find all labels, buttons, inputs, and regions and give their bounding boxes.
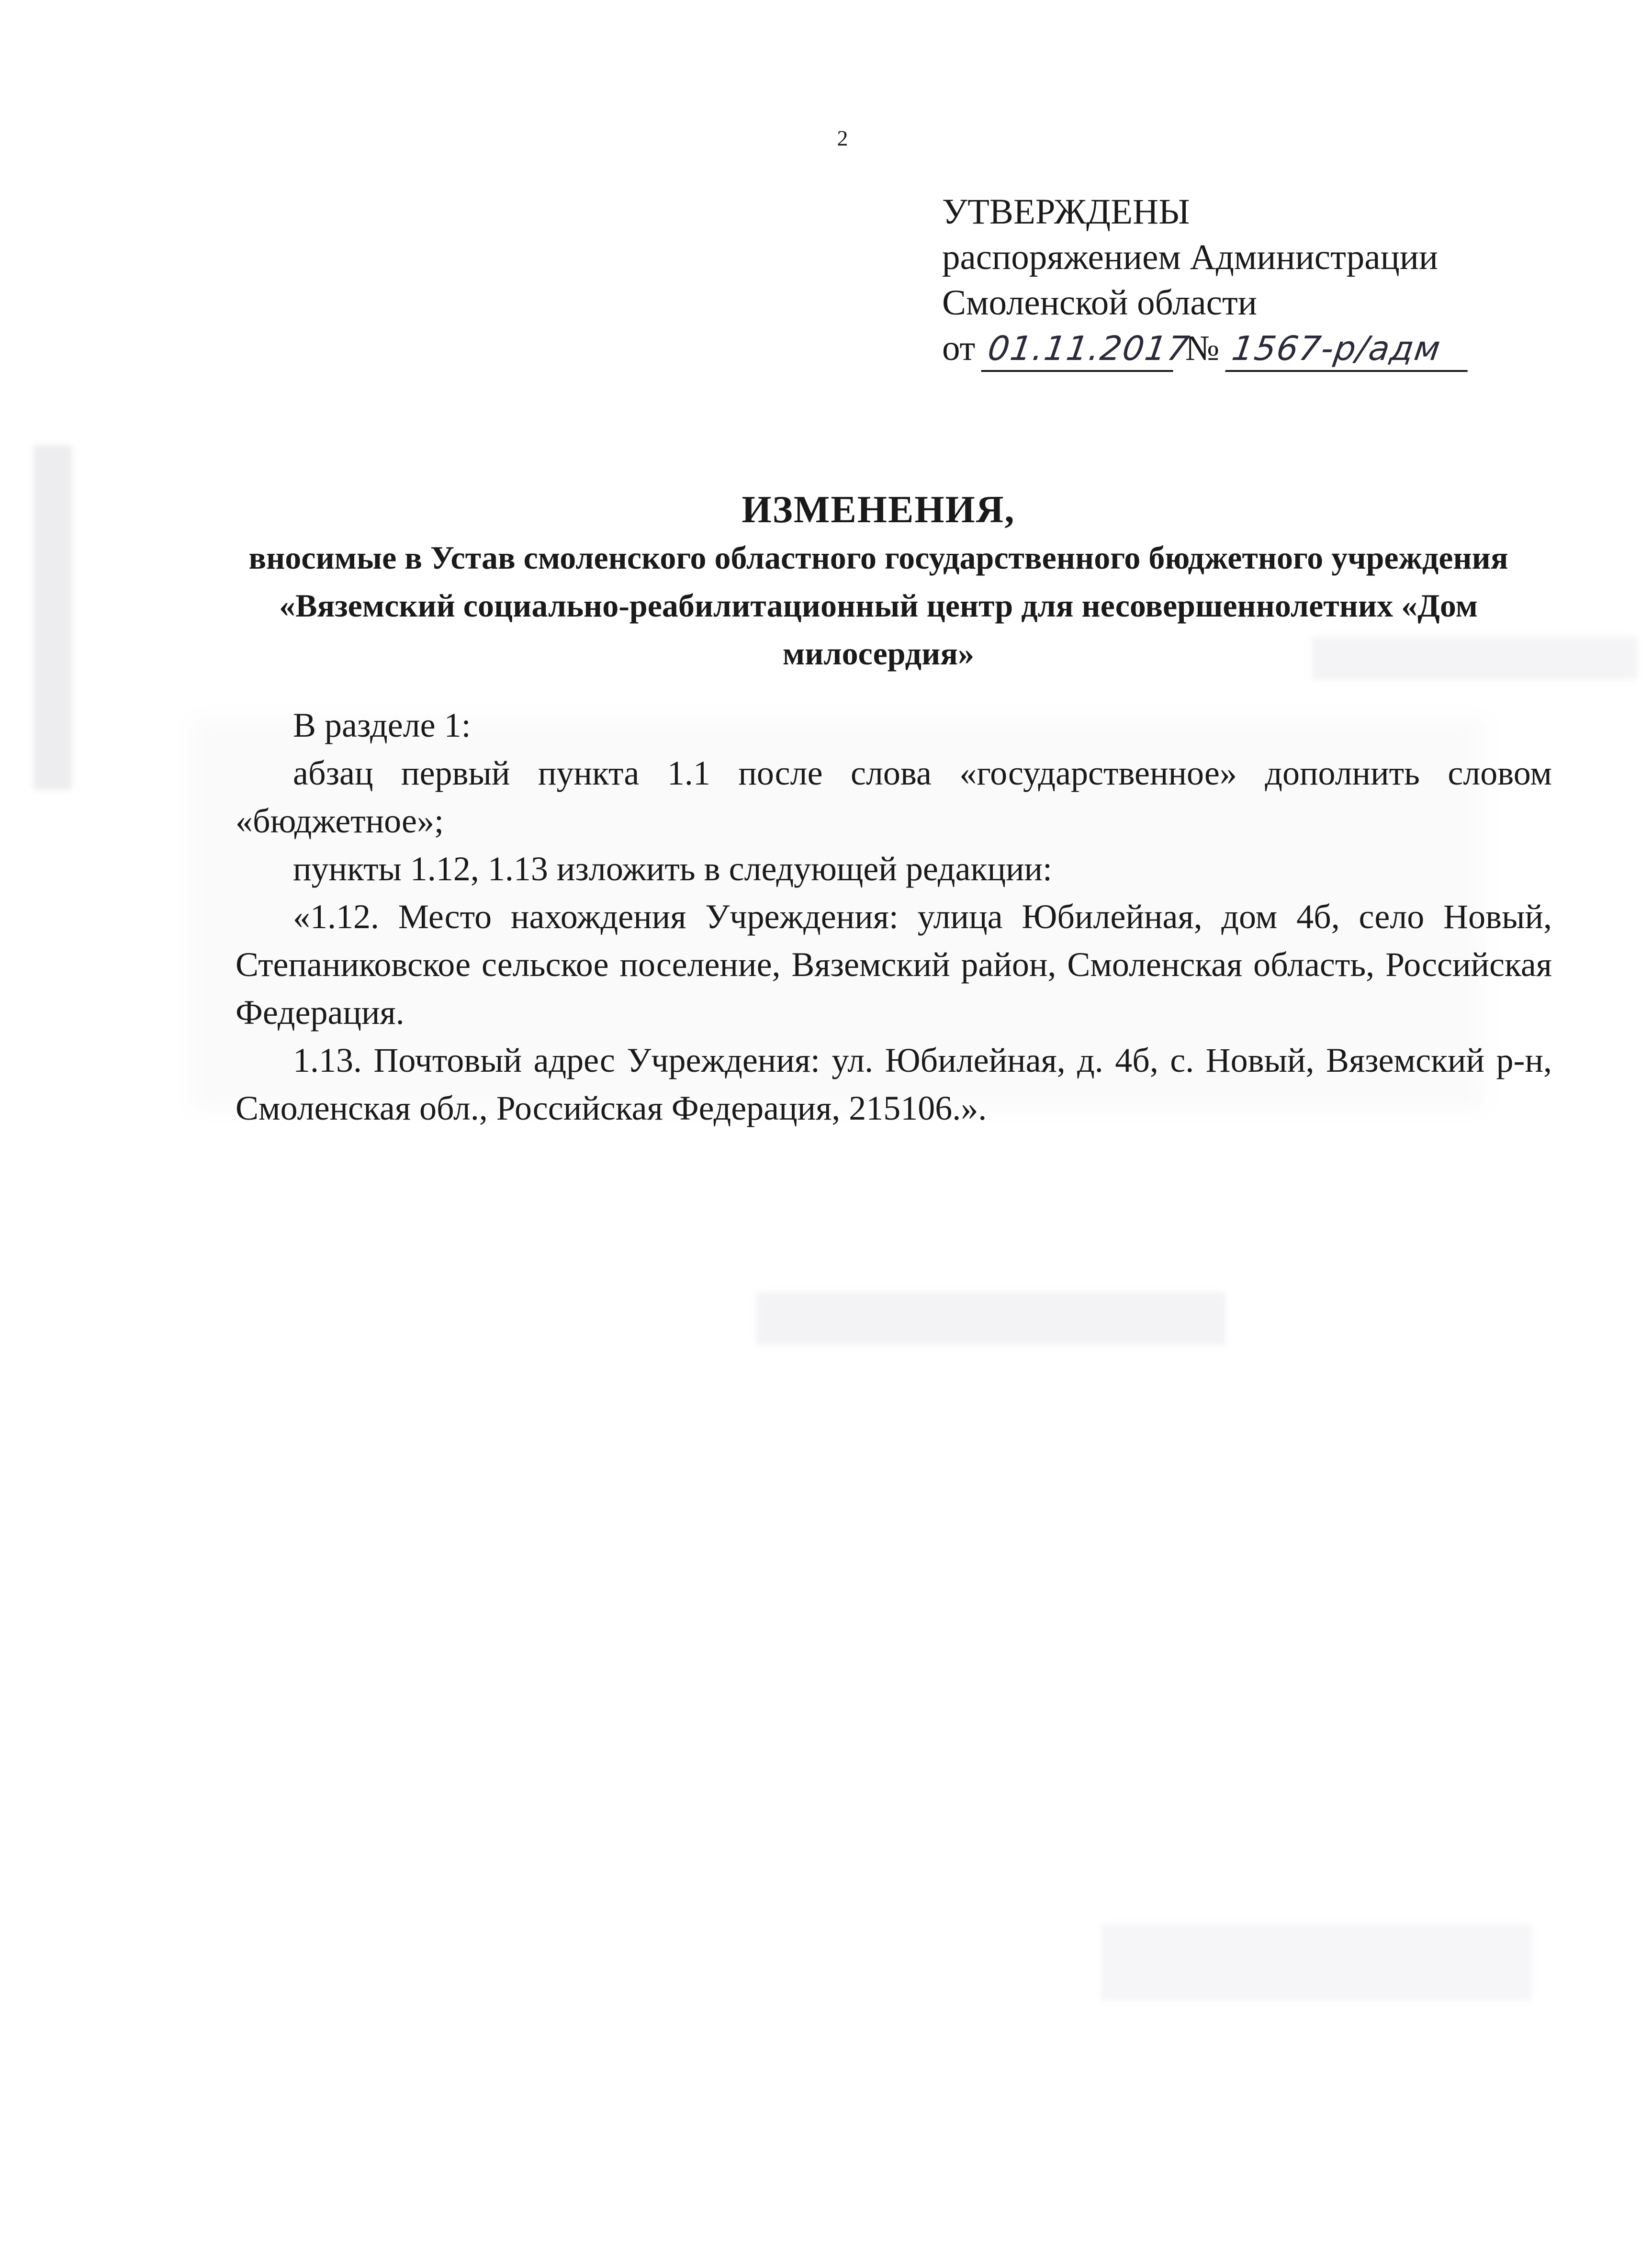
handwritten-number: 1567-р/адм bbox=[1225, 327, 1474, 372]
body-paragraph-1-12: «1.12. Место нахождения Учреждения: улица Юбилейная, дом 4б, село Новый, Степаниковское сельское поселение, Вяземский район, Смоленская область, Российская Федерация. bbox=[236, 898, 1552, 1032]
document-body bbox=[236, 701, 1552, 1132]
body-paragraph-intro-1-12-1-13: пункты 1.12, 1.13 изложить в следующей редакции: bbox=[293, 850, 1053, 888]
scan-artifact-middle bbox=[756, 1292, 1225, 1345]
approval-number-sign: № bbox=[1185, 328, 1220, 368]
document-heading bbox=[201, 486, 1556, 677]
page-number: 2 bbox=[837, 126, 848, 150]
handwritten-date: 01.11.2017 bbox=[981, 327, 1179, 372]
approval-title: УТВЕРЖДЕНЫ bbox=[942, 192, 1190, 232]
approval-block bbox=[942, 189, 1564, 372]
approval-authority: распоряжением Администрации bbox=[942, 237, 1438, 277]
document-subtitle: вносимые в Устав смоленского областного государственного бюджетного учреждения «Вяземский социально-реабилитационный центр для несовершеннолетних «Дом милосердия» bbox=[248, 539, 1508, 672]
body-paragraph-section: В разделе 1: bbox=[293, 706, 471, 744]
approval-date-number-line bbox=[942, 325, 1564, 372]
body-paragraph-1-13: 1.13. Почтовый адрес Учреждения: ул. Юбилейная, д. 4б, с. Новый, Вяземский р-н, Смоленская обл., Российская Федерация, 215106.». bbox=[236, 1041, 1552, 1127]
approval-from-prefix: от bbox=[942, 328, 976, 368]
scan-artifact-left bbox=[34, 445, 72, 790]
scan-artifact-bottom bbox=[1101, 1924, 1532, 2001]
document-title: ИЗМЕНЕНИЯ, bbox=[742, 489, 1015, 531]
approval-region: Смоленской области bbox=[942, 283, 1257, 323]
body-paragraph-amendment-1-1: абзац первый пункта 1.1 после слова «государственное» дополнить словом «бюджетное»; bbox=[236, 754, 1552, 840]
